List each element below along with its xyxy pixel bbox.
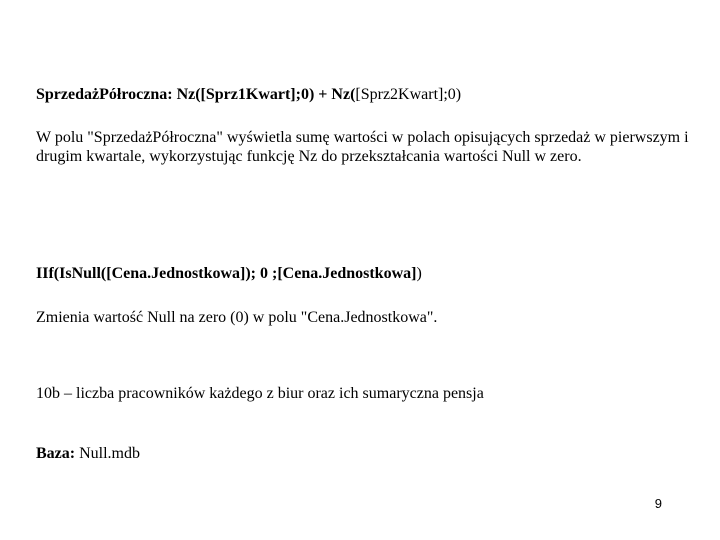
formula-nz-expression-part2: [Sprz2Kwart];0) xyxy=(355,86,462,103)
formula-iif xyxy=(36,264,696,283)
formula-iif-expression: IIf(IsNull([Cena.Jednostkowa]); 0 ;[Cena.Jednostkowa] xyxy=(36,265,417,282)
formula-nz-expression-part1: Nz([Sprz1Kwart];0) + Nz( xyxy=(172,86,356,103)
formula-iif-closing: ) xyxy=(416,265,422,282)
formula-nz-description: W polu "SprzedażPółroczna" wyświetla sumę wartości w polach opisujących sprzedaż w pierwszym i drugim kwartale, wykorzystując funkcję Nz do przekształcania wartości Null w zero. xyxy=(36,129,689,165)
formula-nz-label: SprzedażPółroczna: xyxy=(36,86,173,103)
database-name: Null.mdb xyxy=(75,445,140,462)
page-number: 9 xyxy=(654,496,662,511)
task-description: 10b – liczba pracowników każdego z biur oraz ich sumaryczna pensja xyxy=(36,385,484,402)
database-info xyxy=(36,444,696,463)
database-label: Baza: xyxy=(36,445,76,462)
formula-nz xyxy=(36,85,696,104)
formula-iif-description: Zmienia wartość Null na zero (0) w polu "Cena.Jednostkowa". xyxy=(36,309,438,326)
